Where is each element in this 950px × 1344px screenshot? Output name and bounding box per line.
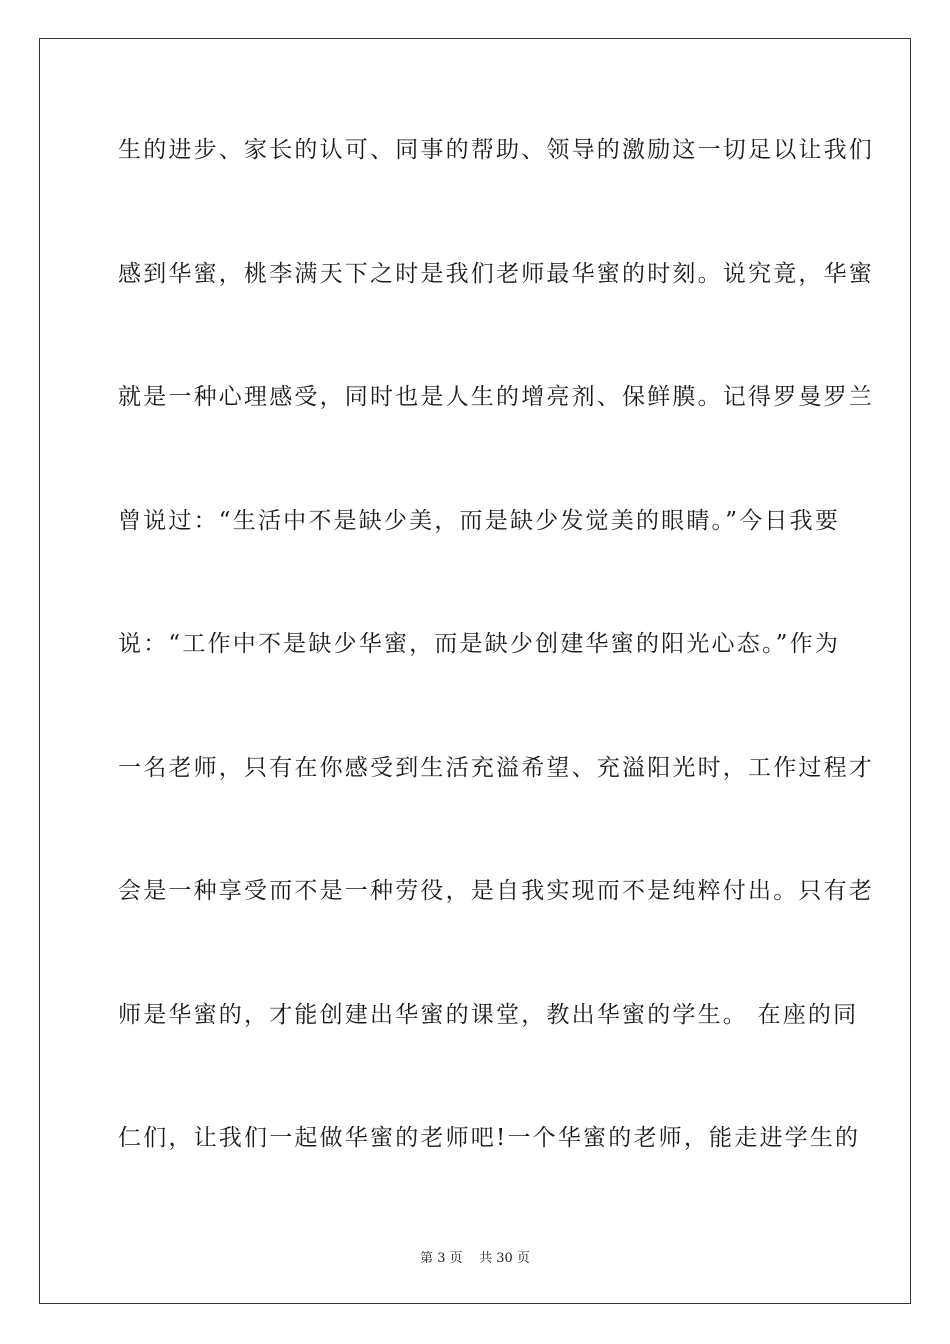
text-line: 生的进步、家长的认可、同事的帮助、领导的激励这一切足以让我们	[118, 137, 874, 163]
text-line: 一名老师，只有在你感受到生活充溢希望、充溢阳光时，工作过程才	[118, 754, 874, 781]
body-text	[118, 128, 874, 1240]
text-line: 仁们，让我们一起做华蜜的老师吧!一个华蜜的老师，能走进学生的	[118, 1125, 861, 1151]
text-line: 会是一种享受而不是一种劳役，是自我实现而不是纯粹付出。只有老	[118, 878, 874, 904]
text-line: 感到华蜜，桃李满天下之时是我们老师最华蜜的时刻。说究竟，华蜜	[118, 260, 874, 287]
text-line: 就是一种心理感受，同时也是人生的增亮剂、保鲜膜。记得罗曼罗兰	[118, 384, 874, 410]
page-number-footer: 第 3 页 共 30 页	[420, 1251, 530, 1266]
text-line: 师是华蜜的，才能创建出华蜜的课堂，教出华蜜的学生。 在座的同	[118, 1001, 859, 1028]
text-line: 说：“工作中不是缺少华蜜，而是缺少创建华蜜的阳光心态。”作为	[118, 631, 841, 657]
text-line: 曾说过：“生活中不是缺少美，而是缺少发觉美的眼睛。”今日我要	[118, 507, 841, 534]
